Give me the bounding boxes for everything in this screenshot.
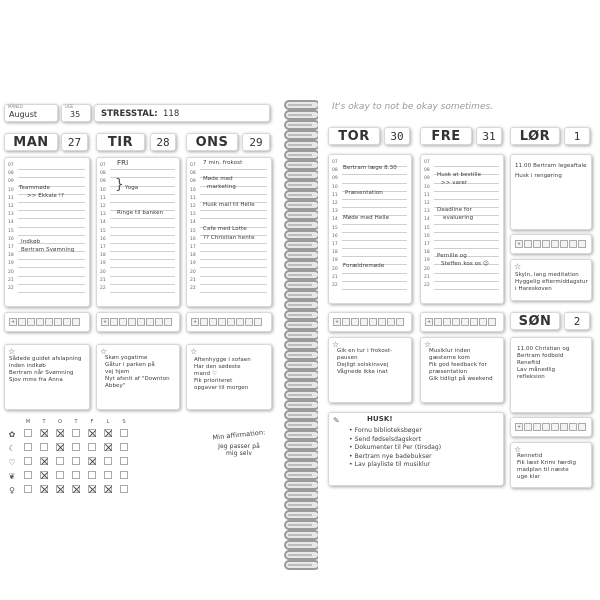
habit-checkbox[interactable]: [24, 443, 32, 451]
affirmation-text: mig selv: [225, 450, 253, 457]
hours-column: 07 08 09 10 11 12 13 14 15 16 17 18 19 20 21 22: [100, 163, 106, 292]
weather-cell: [470, 318, 478, 326]
entry: Møde med Helle: [343, 215, 390, 221]
month-value: August: [9, 110, 37, 119]
weather-cell: [488, 318, 496, 326]
schedule-tor[interactable]: [328, 154, 412, 304]
star-icon: ☆: [514, 262, 522, 271]
weather-cell: [560, 423, 568, 431]
weather-cell: [351, 318, 359, 326]
hours-column: 07 08 09 10 11 12 13 14 15 16 17 18 19 20 21 22: [424, 160, 430, 289]
habit-checkbox[interactable]: [104, 443, 112, 451]
weather-cell: [443, 318, 451, 326]
week-box[interactable]: UGE 35: [61, 104, 91, 122]
habit-checkbox[interactable]: [24, 429, 32, 437]
day-header-fre: FRE: [420, 127, 472, 145]
habit-checkbox[interactable]: [40, 471, 48, 479]
weather-icon: +: [101, 318, 109, 326]
hours-column: 07 08 09 10 11 12 13 14 15 16 17 18 19 20 21 22: [332, 160, 338, 289]
habit-checkbox[interactable]: [72, 429, 80, 437]
entry: >> varer: [441, 180, 468, 186]
weather-cell: [452, 318, 460, 326]
entry: FRI: [117, 159, 129, 167]
habit-tracker: M T O T F L S ✿ ☾ ♡ ❦ ♀: [4, 417, 132, 497]
weather-cell: [396, 318, 404, 326]
moon-icon: ☾: [8, 443, 16, 453]
weather-cell: [533, 423, 541, 431]
habit-checkbox[interactable]: [24, 485, 32, 493]
weather-cell: [227, 318, 235, 326]
entry: Indkøb: [21, 239, 41, 245]
habit-checkbox[interactable]: [40, 457, 48, 465]
weather-cell: [164, 318, 172, 326]
habit-checkbox[interactable]: [120, 471, 128, 479]
hours-column: 07 08 09 10 11 12 13 14 15 16 17 18 19 20 21 22: [190, 163, 196, 292]
entry: Præsentation: [345, 190, 383, 196]
weather-strip-fre[interactable]: [420, 312, 504, 332]
notes-fre[interactable]: ☆ Musiklur inden gæsterne kom Fik god feedback for præsentation Gik tidligt på weekend: [420, 337, 504, 403]
habit-checkbox[interactable]: [72, 443, 80, 451]
habit-checkbox[interactable]: [40, 443, 48, 451]
weather-cell: [54, 318, 62, 326]
weather-cell: [461, 318, 469, 326]
habit-checkbox[interactable]: [72, 471, 80, 479]
weather-cell: [200, 318, 208, 326]
husk-item: • Fornu biblioteksbøger: [349, 427, 422, 434]
husk-item: • Bertram nye badebukser: [349, 452, 432, 460]
day-header-lor: LØR: [510, 127, 560, 145]
date-man: 27: [61, 133, 88, 151]
weather-cell: [479, 318, 487, 326]
weather-strip-man[interactable]: [4, 312, 90, 332]
habit-row: [4, 455, 132, 469]
weather-icon: +: [515, 240, 523, 248]
habit-checkbox[interactable]: [120, 485, 128, 493]
entry: >> Ekkale !?: [27, 193, 65, 199]
notes-son[interactable]: ☆ Rennetid Fik læst Krimi færdig madplan til næste uge klar: [510, 442, 592, 488]
husk-item: • Lav playliste til musiklur: [349, 461, 431, 468]
affirmation[interactable]: [204, 428, 274, 457]
weather-strip-ons[interactable]: [186, 312, 272, 332]
day-header-son: SØN: [510, 312, 560, 330]
weather-cell: [387, 318, 395, 326]
entry: Deadline for: [437, 207, 472, 213]
date-tor: 30: [384, 127, 410, 145]
week-value: 35: [70, 110, 81, 119]
notes-tor[interactable]: ☆ Gik en tur i frokost- pausen Dejligt solskinsvej Vågnede ikke inat: [328, 337, 412, 403]
date-fre: 31: [476, 127, 502, 145]
entry: Pernille og: [437, 253, 467, 259]
stress-value: 118: [163, 109, 180, 119]
habit-checkbox[interactable]: [88, 471, 96, 479]
weather-cell: [578, 240, 586, 248]
day-header-tir: TIR: [96, 133, 145, 151]
schedule-ons[interactable]: [186, 157, 272, 307]
entry: Ringe til banken: [117, 210, 164, 216]
month-box[interactable]: MÅNED August: [4, 104, 58, 122]
star-icon: ☆: [190, 347, 198, 356]
weather-icon: +: [425, 318, 433, 326]
weather-cell: [569, 423, 577, 431]
leaf-icon: ❦: [8, 471, 16, 481]
cup-icon: ♀: [9, 485, 15, 495]
weather-icon: +: [191, 318, 199, 326]
weather-icon: +: [9, 318, 17, 326]
entry: ?? Christian hente: [203, 235, 255, 241]
left-page: [4, 94, 288, 570]
habit-checkbox[interactable]: [72, 485, 80, 493]
weather-cell: [578, 423, 586, 431]
flower-icon: ✿: [8, 429, 16, 439]
habit-checkbox[interactable]: [56, 443, 64, 451]
weather-cell: [128, 318, 136, 326]
husk-title: HUSK!: [367, 415, 393, 423]
day-header-tor: TOR: [328, 127, 380, 145]
weather-cell: [434, 318, 442, 326]
weather-strip-son[interactable]: [510, 417, 592, 437]
habit-row: [4, 469, 132, 483]
weather-cell: [569, 240, 577, 248]
habit-row: [4, 483, 132, 497]
star-icon: ☆: [424, 340, 432, 349]
husk-box[interactable]: [328, 412, 504, 486]
habit-row: [4, 441, 132, 455]
habit-checkbox[interactable]: [40, 429, 48, 437]
star-icon: ☆: [332, 340, 340, 349]
habit-checkbox[interactable]: [56, 457, 64, 465]
weather-cell: [254, 318, 262, 326]
weather-cell: [155, 318, 163, 326]
hours-column: 07 08 09 10 11 12 13 14 15 16 17 18 19 20 21 22: [8, 163, 14, 292]
entry: Bertram Svømning: [21, 247, 75, 253]
weather-cell: [245, 318, 253, 326]
weather-cell: [72, 318, 80, 326]
schedule-fre[interactable]: [420, 154, 504, 304]
weather-cell: [236, 318, 244, 326]
habit-checkbox[interactable]: [56, 471, 64, 479]
habit-checkbox[interactable]: [56, 485, 64, 493]
schedule-man[interactable]: [4, 157, 90, 307]
entry: Steffen kos os ☺: [441, 261, 489, 267]
weather-cell: [551, 423, 559, 431]
weather-cell: [533, 240, 541, 248]
weather-cell: [218, 318, 226, 326]
notes-tir[interactable]: ☆ Skøn yogatime Gåtur i parken på vej hjem Nyt afsnit af "Downton Abbey": [96, 344, 180, 410]
weather-cell: [342, 318, 350, 326]
weather-cell: [369, 318, 377, 326]
entry: Forældremøde: [343, 263, 385, 269]
schedule-son[interactable]: 11.00 Christian og Bertram fodbold Reneftid Lav månedlig refleksion: [510, 337, 592, 413]
weather-cell: [27, 318, 35, 326]
entry: Yoga: [125, 185, 139, 191]
weather-cell: [36, 318, 44, 326]
entry: 7 min. frokost: [203, 160, 243, 166]
date-ons: 29: [242, 133, 270, 151]
entry: Husk i rengøring: [515, 173, 562, 179]
star-icon: ☆: [514, 445, 522, 454]
stress-label: STRESSTAL:: [101, 109, 158, 119]
stress-box[interactable]: [94, 104, 270, 122]
habit-checkbox[interactable]: [104, 457, 112, 465]
habit-checkbox[interactable]: [72, 457, 80, 465]
husk-item: • Send fødselsdagskort: [349, 435, 422, 443]
entry: evaluering: [443, 215, 474, 221]
entry: Bertram læge 8.30: [343, 165, 397, 171]
star-icon: ☆: [8, 347, 16, 356]
habit-checkbox[interactable]: [56, 429, 64, 437]
weather-cell: [524, 240, 532, 248]
weather-strip-tir[interactable]: [96, 312, 180, 332]
habit-checkbox[interactable]: [40, 485, 48, 493]
notes-ons[interactable]: ☆ Aftenhygge i sofaen Har den sødeste mand ♡ Fik prioriteret opgaver til morgen: [186, 344, 272, 410]
weather-cell: [551, 240, 559, 248]
habit-checkbox[interactable]: [104, 429, 112, 437]
entry: 11.00 Bertram legeaftale: [515, 163, 587, 169]
weather-cell: [45, 318, 53, 326]
right-page: [318, 94, 596, 570]
entry: Teammøde: [19, 185, 50, 191]
weather-strip-tor[interactable]: [328, 312, 412, 332]
habit-checkbox[interactable]: [88, 443, 96, 451]
weather-cell: [63, 318, 71, 326]
schedule-tir[interactable]: [96, 157, 180, 307]
habit-checkbox[interactable]: [88, 485, 96, 493]
weather-cell: [542, 423, 550, 431]
weather-icon: +: [333, 318, 341, 326]
weather-cell: [119, 318, 127, 326]
affirmation-title: Min affirmation:: [212, 428, 266, 442]
habit-checkbox[interactable]: [120, 429, 128, 437]
habit-checkbox[interactable]: [24, 457, 32, 465]
weather-cell: [560, 240, 568, 248]
brace-icon: }: [115, 177, 124, 193]
notes-lor[interactable]: ☆ Skyln, lang meditation Hyggelig eftermiddagstur i Hareskoven: [510, 259, 592, 301]
weather-cell: [542, 240, 550, 248]
habit-checkbox[interactable]: [88, 457, 96, 465]
weather-cell: [110, 318, 118, 326]
heart-icon: ♡: [8, 457, 16, 467]
date-lor: 1: [564, 127, 590, 145]
date-tir: 28: [150, 133, 176, 151]
habit-checkbox[interactable]: [104, 485, 112, 493]
weather-cell: [378, 318, 386, 326]
weather-cell: [18, 318, 26, 326]
entry: Møde med: [203, 176, 233, 182]
weather-icon: +: [515, 423, 523, 431]
schedule-lor[interactable]: [510, 154, 592, 230]
entry: Husk at bestille: [437, 172, 482, 178]
habit-checkbox[interactable]: [104, 471, 112, 479]
ruled-lines: [342, 159, 407, 290]
habit-checkbox[interactable]: [24, 471, 32, 479]
husk-item: • Dokumenter til Per (tirsdag): [349, 444, 442, 451]
day-header-ons: ONS: [186, 133, 238, 151]
habit-checkbox[interactable]: [120, 443, 128, 451]
habit-checkbox[interactable]: [120, 457, 128, 465]
star-icon: ☆: [100, 347, 108, 356]
habit-checkbox[interactable]: [88, 429, 96, 437]
entry: Cafe med Lotte: [203, 226, 247, 232]
weather-strip-lor[interactable]: [510, 234, 592, 254]
affirmation-text: Jeg passer på: [218, 443, 260, 450]
weather-cell: [146, 318, 154, 326]
pencil-icon: ✎: [333, 416, 340, 425]
motto: It's okay to not be okay sometimes.: [332, 102, 494, 112]
weather-cell: [360, 318, 368, 326]
weather-cell: [137, 318, 145, 326]
notes-man[interactable]: ☆ Sådede guidet afslapning inden indkøb Bertram når Svømning Sjov mms fra Anna: [4, 344, 90, 410]
entry: Husk mail til Helle: [203, 202, 255, 208]
habit-row: [4, 427, 132, 441]
day-header-man: MAN: [4, 133, 58, 151]
entry: marketing: [207, 184, 236, 190]
weather-cell: [209, 318, 217, 326]
date-son: 2: [564, 312, 590, 330]
weather-cell: [524, 423, 532, 431]
ruled-lines: [18, 162, 85, 293]
